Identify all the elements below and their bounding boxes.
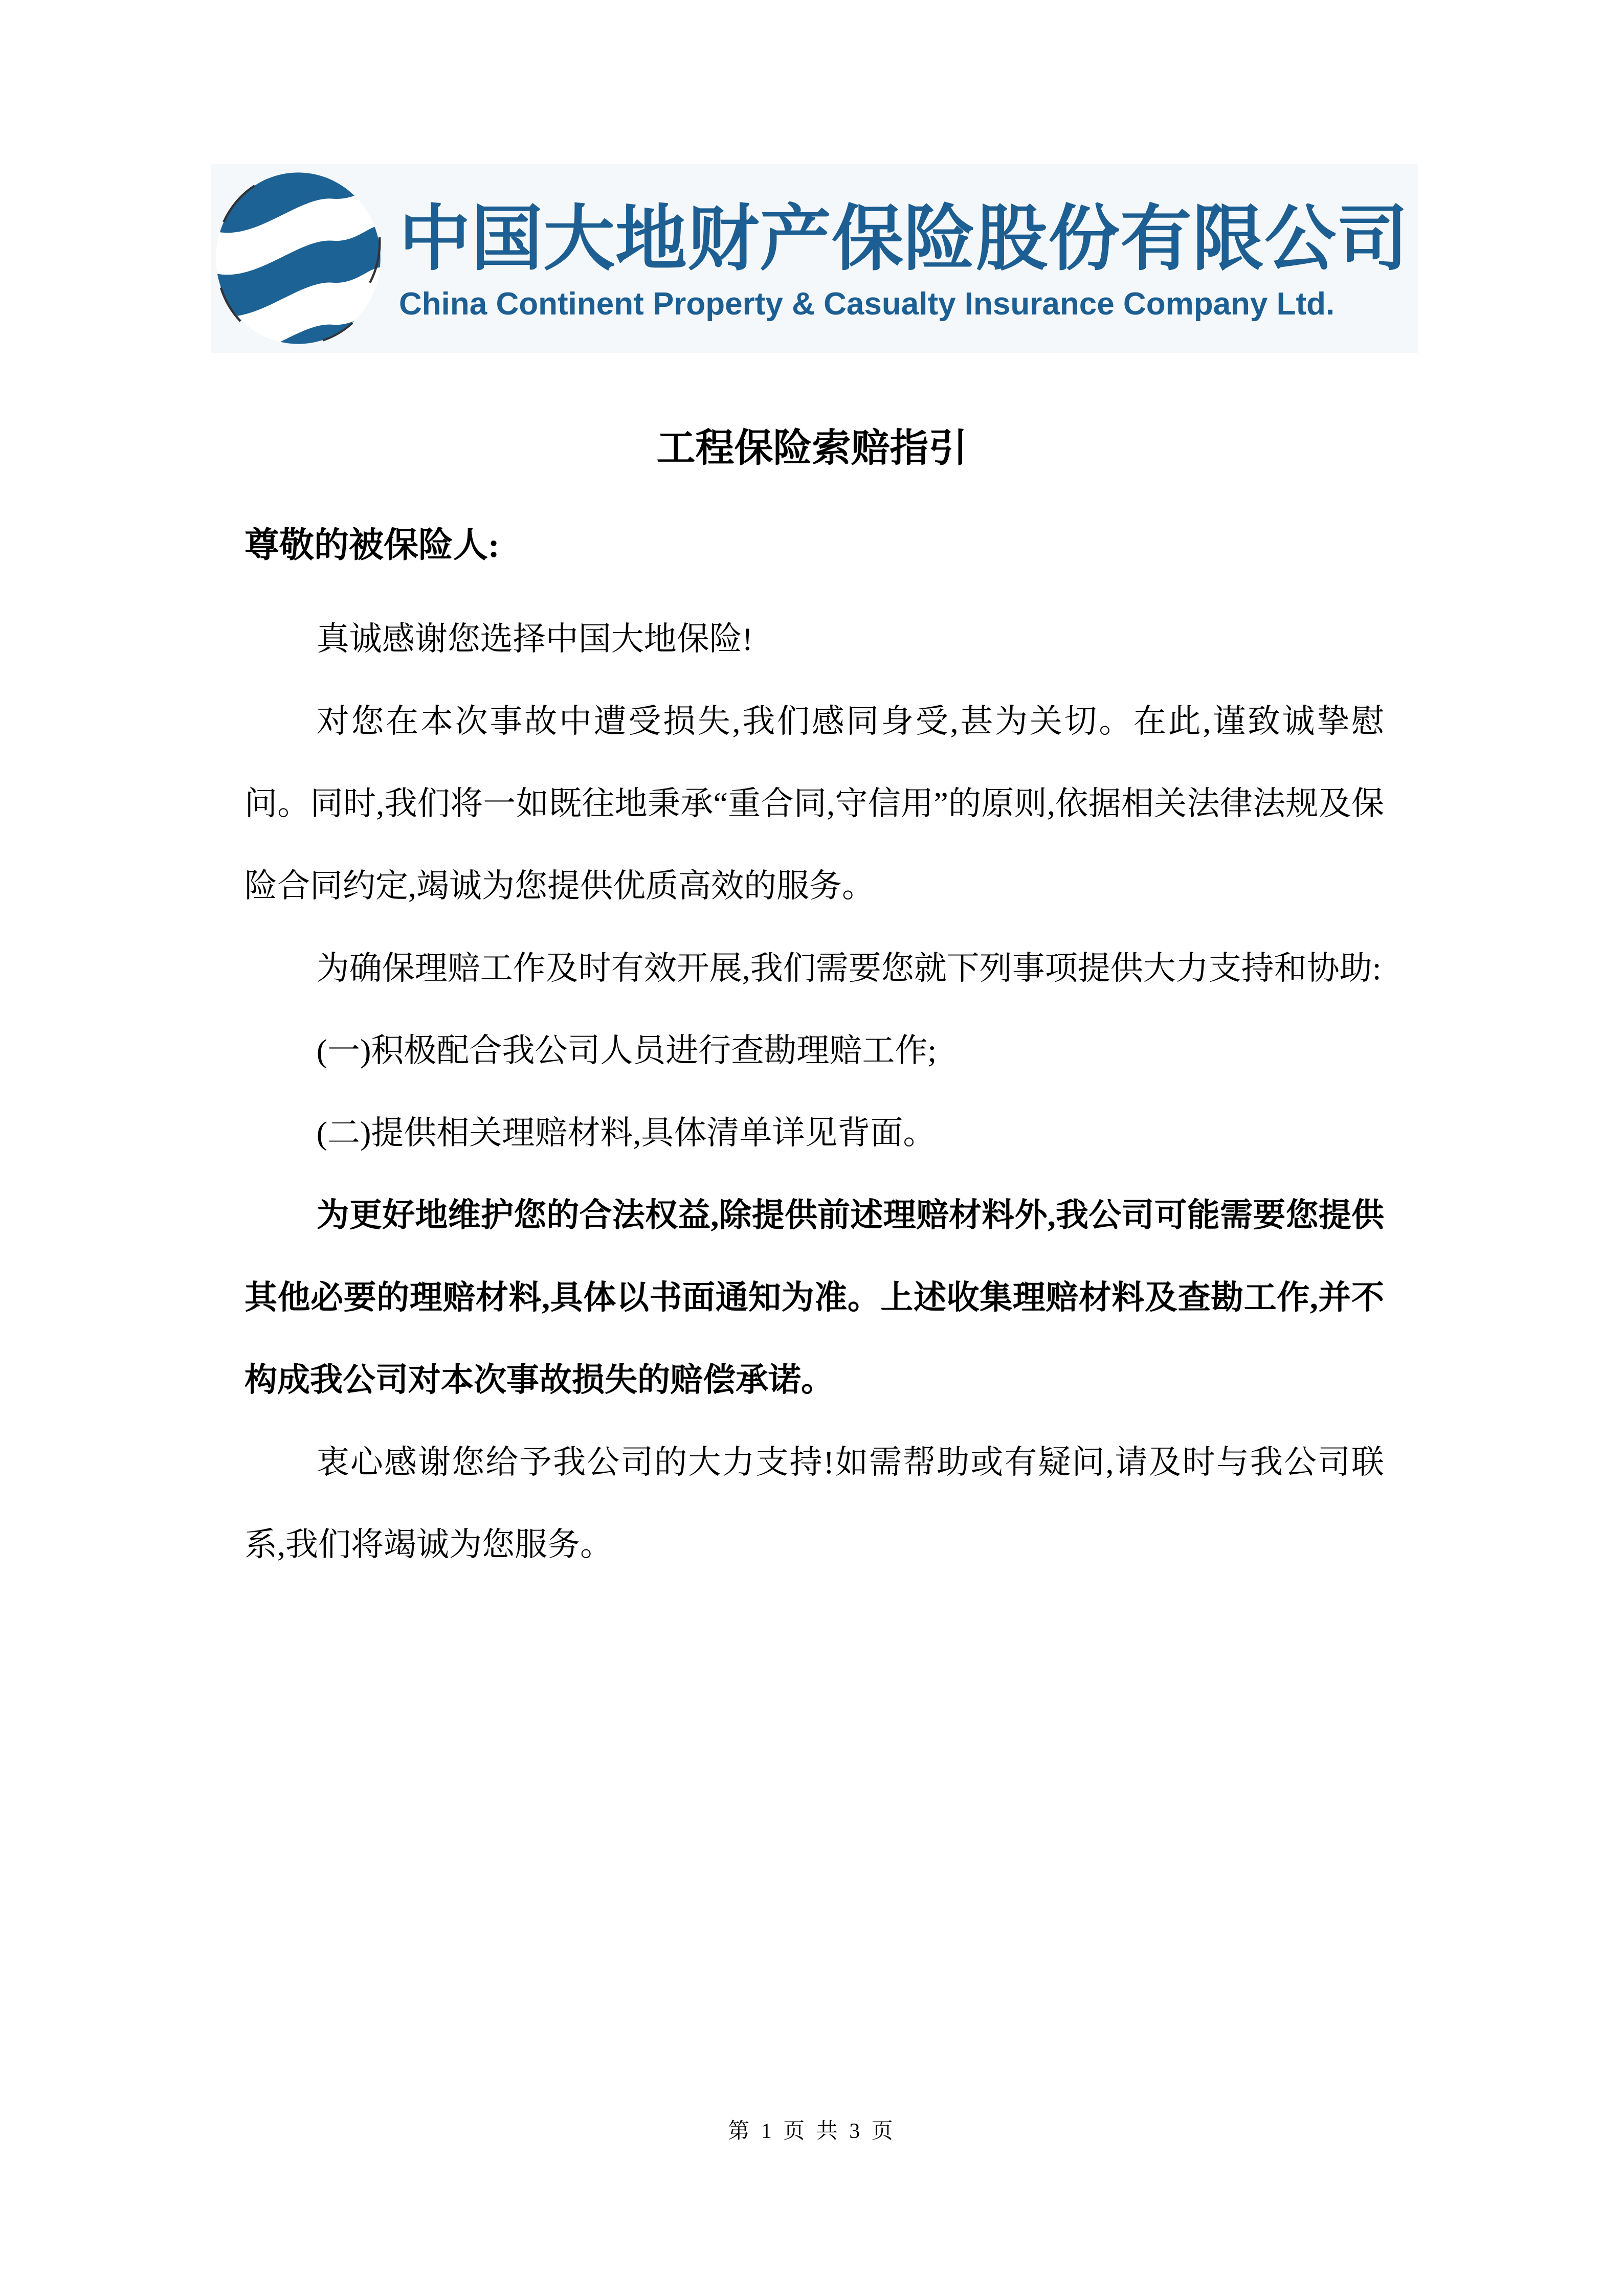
salutation: 尊敬的被保险人: <box>244 526 500 565</box>
sphere-wave-logo-icon <box>211 167 386 349</box>
paragraph: 对您在本次事故中遭受损失,我们感同身受,甚为关切。在此,谨致诚挚慰问。同时,我们将一如既往地秉承“重合同,守信用”的原则,依据相关法律法规及保险合同约定,竭诚为您提供优质高效的服务。 <box>244 703 1384 904</box>
list-item-2: (二)提供相关理赔材料,具体清单详见背面。 <box>316 1115 936 1151</box>
paragraph: 为确保理赔工作及时有效开展,我们需要您就下列事项提供大力支持和协助: <box>316 950 1382 986</box>
logo-text <box>399 194 1409 323</box>
list-item-1: (一)积极配合我公司人员进行查勘理赔工作; <box>316 1032 937 1069</box>
document-title: 工程保险索赔指引 <box>656 427 968 470</box>
company-name-cn: 中国大地财产保险股份有限公司 <box>399 198 1409 279</box>
paragraph-emphasis: 为更好地维护您的合法权益,除提供前述理赔材料外,我公司可能需要您提供其他必要的理赔材料,具体以书面通知为准。上述收集理赔材料及查勘工作,并不构成我公司对本次事故损失的赔偿承诺。 <box>244 1197 1384 1398</box>
page-footer <box>0 2116 1624 2147</box>
page-indicator: 第 1 页 共 3 页 <box>728 2120 896 2143</box>
paragraph: 真诚感谢您选择中国大地保险! <box>316 621 753 657</box>
company-logo <box>211 164 1418 353</box>
paragraph: 衷心感谢您给予我公司的大力支持!如需帮助或有疑问,请及时与我公司联系,我们将竭诚为您服务。 <box>244 1444 1384 1563</box>
document-body <box>244 504 1384 1586</box>
company-name-en: China Continent Property & Casualty Insurance Company Ltd. <box>399 286 1335 322</box>
